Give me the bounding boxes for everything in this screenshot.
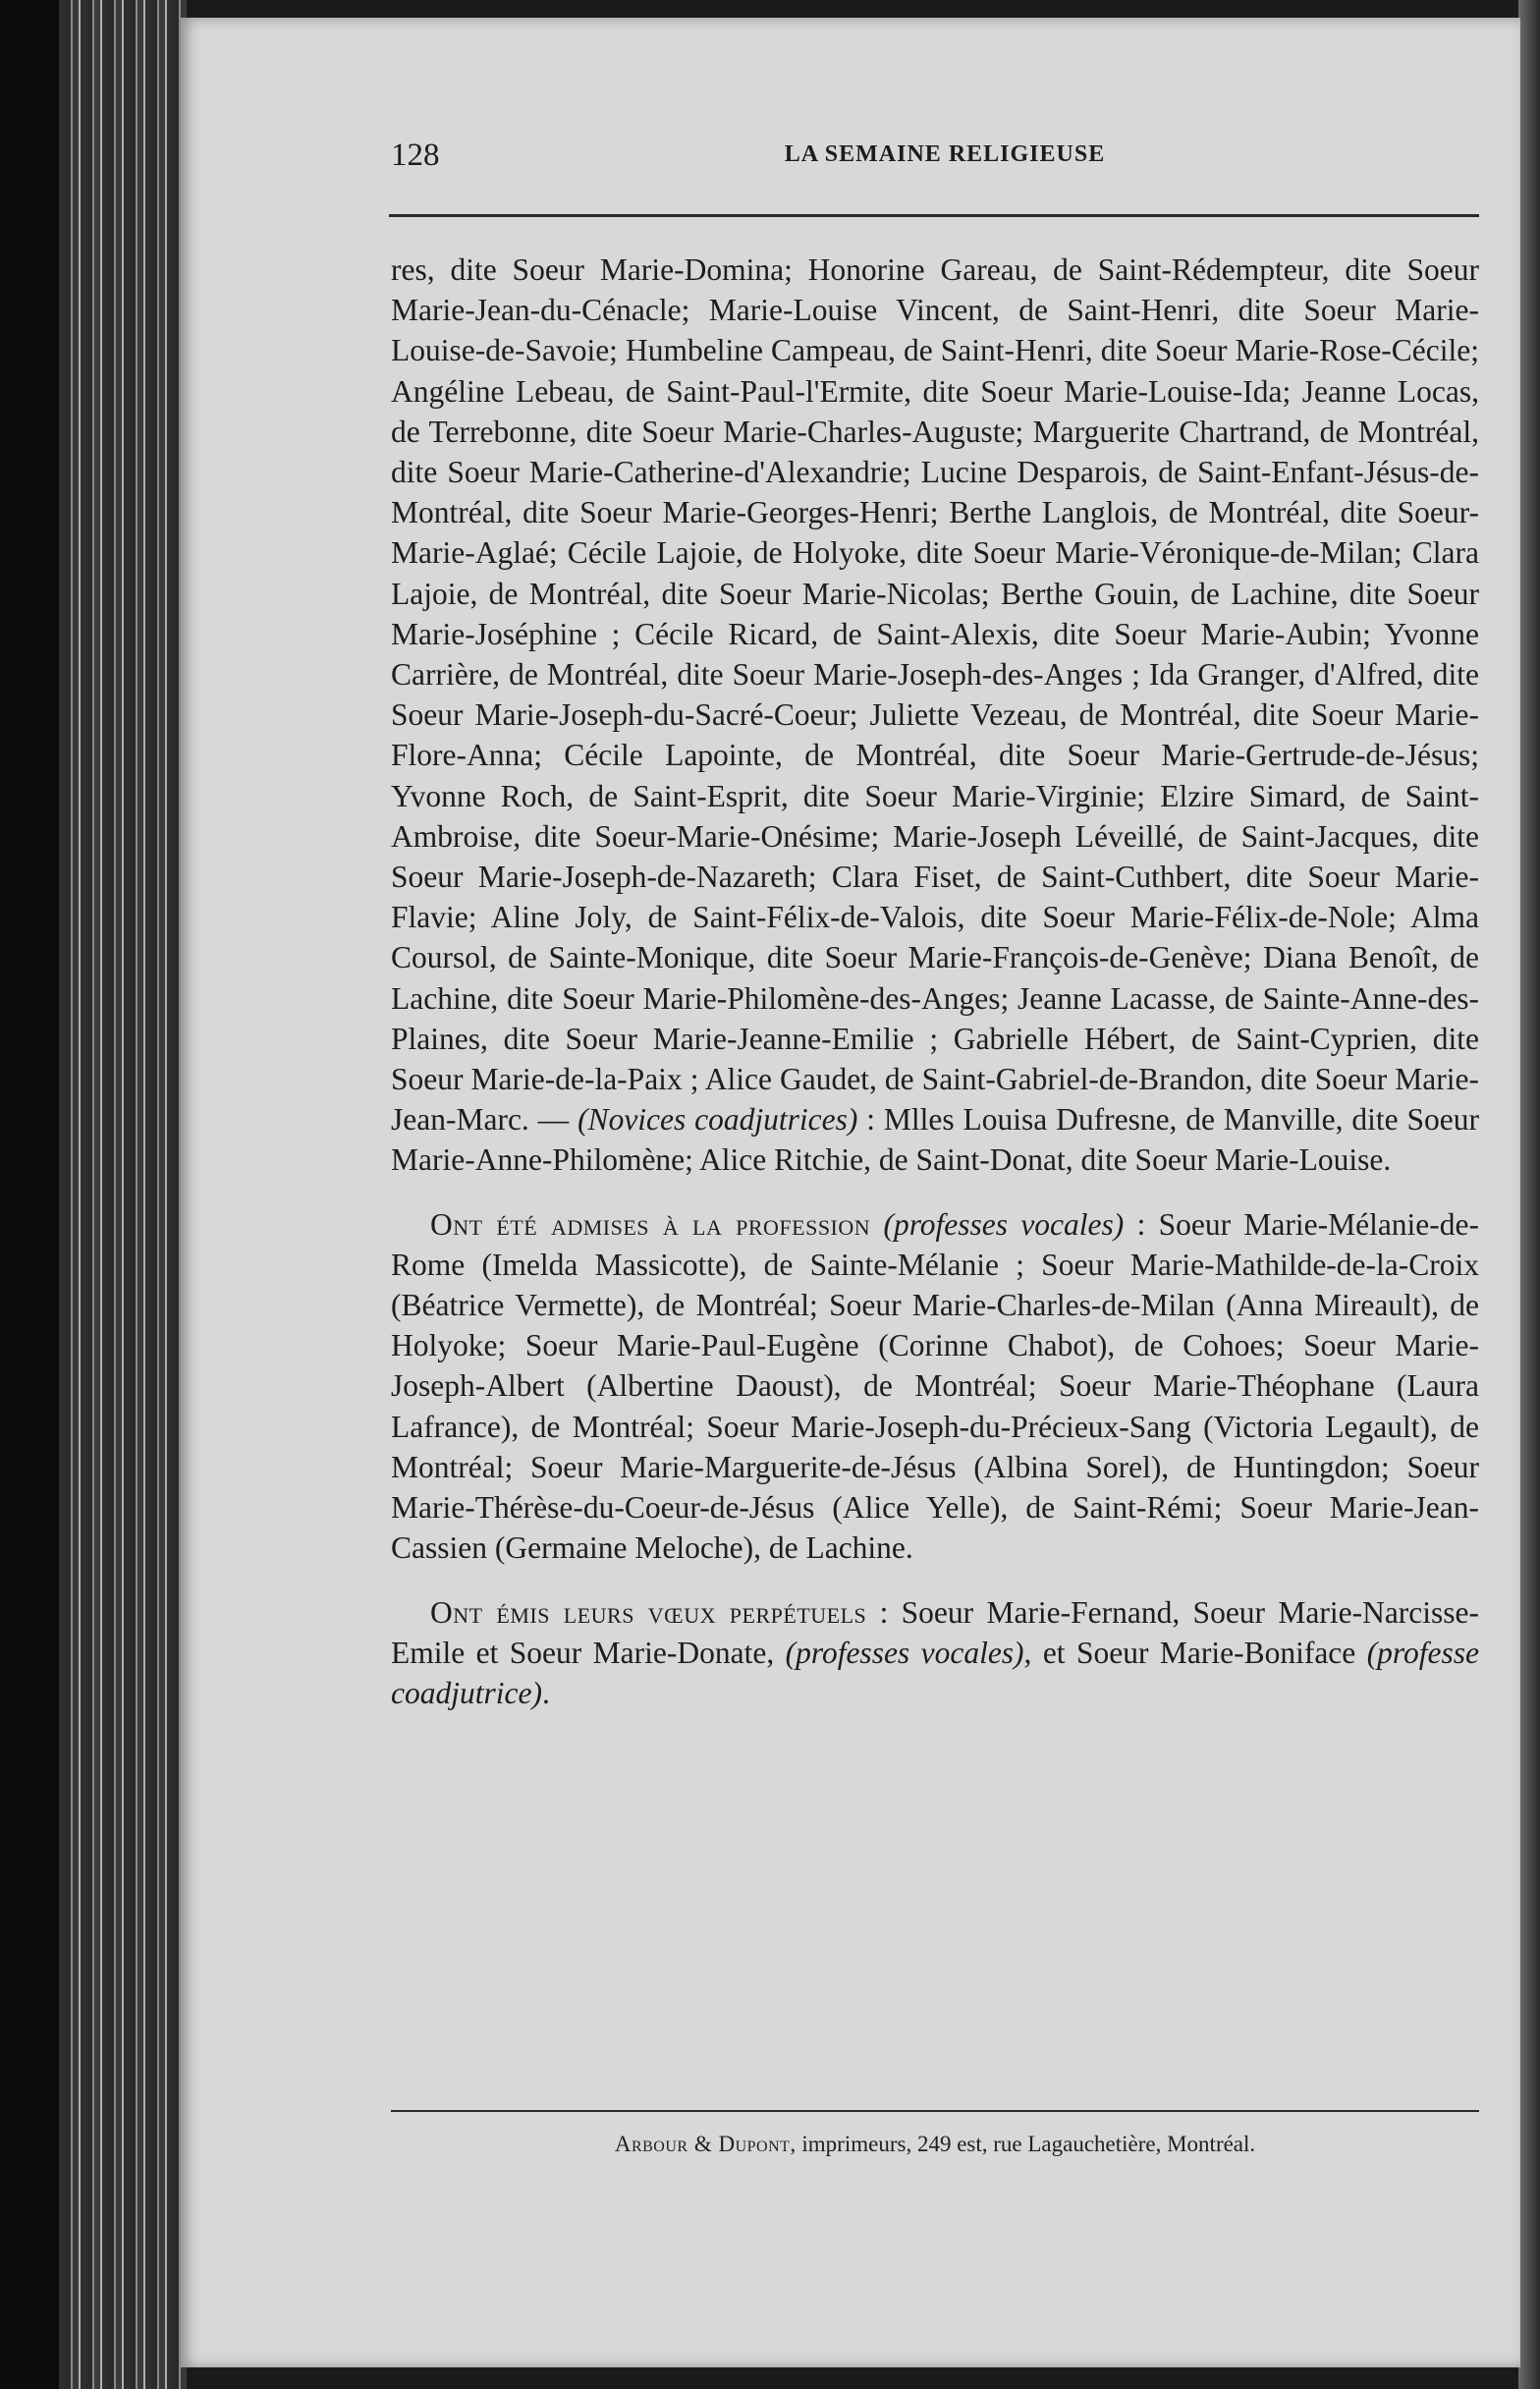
paragraph-novices-text: res, dite Soeur Marie-Domina; Honorine Gareau, de Saint-Rédempteur, dite Soeur Marie-Jean-du-Cénacle; Marie-Louise Vincent, de Saint-Henri, dite Soeur Marie-Louise-de-Savoie; Humbeline Campeau, de Saint-Henri, dite Soeur Marie-Rose-Cécile; Angéline Lebeau, de Saint-Paul-l'Ermite, dite Soeur Marie-Louise-Ida; Jeanne Locas, de Terrebonne, dite Soeur Marie-Charles-Auguste; Marguerite Chartrand, de Montréal, dite Soeur Marie-Catherine-d'Alexandrie; Lucine Desparois, de Saint-Enfant-Jésus-de-Montréal, dite Soeur Marie-Georges-Henri; Berthe Langlois, de Montréal, dite Soeur-Marie-Aglaé; Cécile Lajoie, de Holyoke, dite Soeur Marie-Véronique-de-Milan; Clara Lajoie, de Montréal, dite Soeur Marie-Nicolas; Berthe Gouin, de Lachine, dite Soeur Marie-Joséphine ; Cécile Ricard, de Saint-Alexis, dite Soeur Marie-Aubin; Yvonne Carrière, de Montréal, dite Soeur Marie-Joseph-des-Anges ; Ida Granger, d'Alfred, dite Soeur Marie-Joseph-du-Sacré-Coeur; Juliette Vezeau, de Montréal, dite Soeur Marie-Flore-Anna; Cécile Lapointe, de Montréal, dite Soeur Marie-Gertrude-de-Jésus; Yvonne Roch, de Saint-Esprit, dite Soeur Marie-Virginie; Elzire Simard, de Saint-Ambroise, dite Soeur-Marie-Onésime; Marie-Joseph Léveillé, de Saint-Jacques, dite Soeur Marie-Joseph-de-Nazareth; Clara Fiset, de Saint-Cuthbert, dite Soeur Marie-Flavie; Aline Joly, de Saint-Félix-de-Valois, dite Soeur Marie-Félix-de-Nole; Alma Coursol, de Sainte-Monique, dite Soeur Marie-François-de-Genève; Diana Benoît, de Lachine, dite Soeur Marie-Philomène-des-Anges; Jeanne Lacasse, de Sainte-Anne-des-Plaines, dite Soeur Marie-Jeanne-Emilie ; Gabrielle Hébert, de Saint-Cyprien, dite Soeur Marie-de-la-Paix ; Alice Gaudet, de Saint-Gabriel-de-Brandon, dite Soeur Marie-Jean-Marc. — bbox=[391, 252, 1479, 1138]
vows-professe-coadjutrice: (professe coadjutrice) bbox=[391, 1635, 1479, 1710]
printer-address: imprimeurs, 249 est, rue Lagauchetière, Montréal. bbox=[796, 2132, 1256, 2156]
vows-lead: Ont émis leurs vœux perpétuels bbox=[430, 1594, 867, 1630]
paragraph-vows-mid: , et Soeur Marie-Boniface bbox=[1023, 1635, 1367, 1670]
page-number: 128 bbox=[391, 138, 440, 173]
paragraph-novices bbox=[391, 250, 1479, 1181]
body-text bbox=[391, 250, 1479, 1713]
scanner-background bbox=[0, 0, 59, 2389]
paragraph-novices-end: : Mlles Louisa Dufresne, de Manville, dite Soeur Marie-Anne-Philomène; Alice Ritchie, de Saint-Donat, dite Soeur Marie-Louise. bbox=[391, 1102, 1479, 1178]
printer-imprint bbox=[391, 2132, 1479, 2157]
professes-vocales-label: (professes vocales) bbox=[883, 1206, 1125, 1242]
novices-coadjutrices-label: (Novices coadjutrices) bbox=[578, 1102, 858, 1138]
profession-lead: Ont été admises à la profession bbox=[430, 1206, 871, 1242]
running-head: LA SEMAINE RELIGIEUSE bbox=[784, 141, 1106, 167]
page-right-shadow bbox=[1518, 0, 1540, 2389]
page-header bbox=[208, 138, 1485, 196]
paragraph-vows bbox=[391, 1592, 1479, 1714]
paragraph-profession bbox=[391, 1204, 1479, 1569]
header-rule bbox=[389, 214, 1479, 217]
printer-name: Arbour & Dupont, bbox=[614, 2132, 797, 2156]
paragraph-profession-text: : Soeur Marie-Mélanie-de-Rome (Imelda Massicotte), de Sainte-Mélanie ; Soeur Marie-Mathilde-de-la-Croix (Béatrice Vermette), de Montréal; Soeur Marie-Charles-de-Milan (Anna Mireault), de Holyoke; Soeur Marie-Paul-Eugène (Corinne Chabot), de Cohoes; Soeur Marie-Joseph-Albert (Albertine Daoust), de Montréal; Soeur Marie-Théophane (Laura Lafrance), de Montréal; Soeur Marie-Joseph-du-Précieux-Sang (Victoria Legault), de Montréal; Soeur Marie-Marguerite-de-Jésus (Albina Sorel), de Huntingdon; Soeur Marie-Thérèse-du-Coeur-de-Jésus (Alice Yelle), de Saint-Rémi; Soeur Marie-Jean-Cassien (Germaine Meloche), de Lachine. bbox=[391, 1206, 1480, 1566]
footer-rule bbox=[391, 2110, 1479, 2112]
paragraph-vows-end: . bbox=[541, 1675, 550, 1710]
paragraph-vows-text: : Soeur Marie-Fernand, Soeur Marie-Narcisse-Emile et Soeur Marie-Donate, bbox=[391, 1594, 1480, 1670]
vows-professes-vocales: (professes vocales) bbox=[785, 1635, 1024, 1670]
